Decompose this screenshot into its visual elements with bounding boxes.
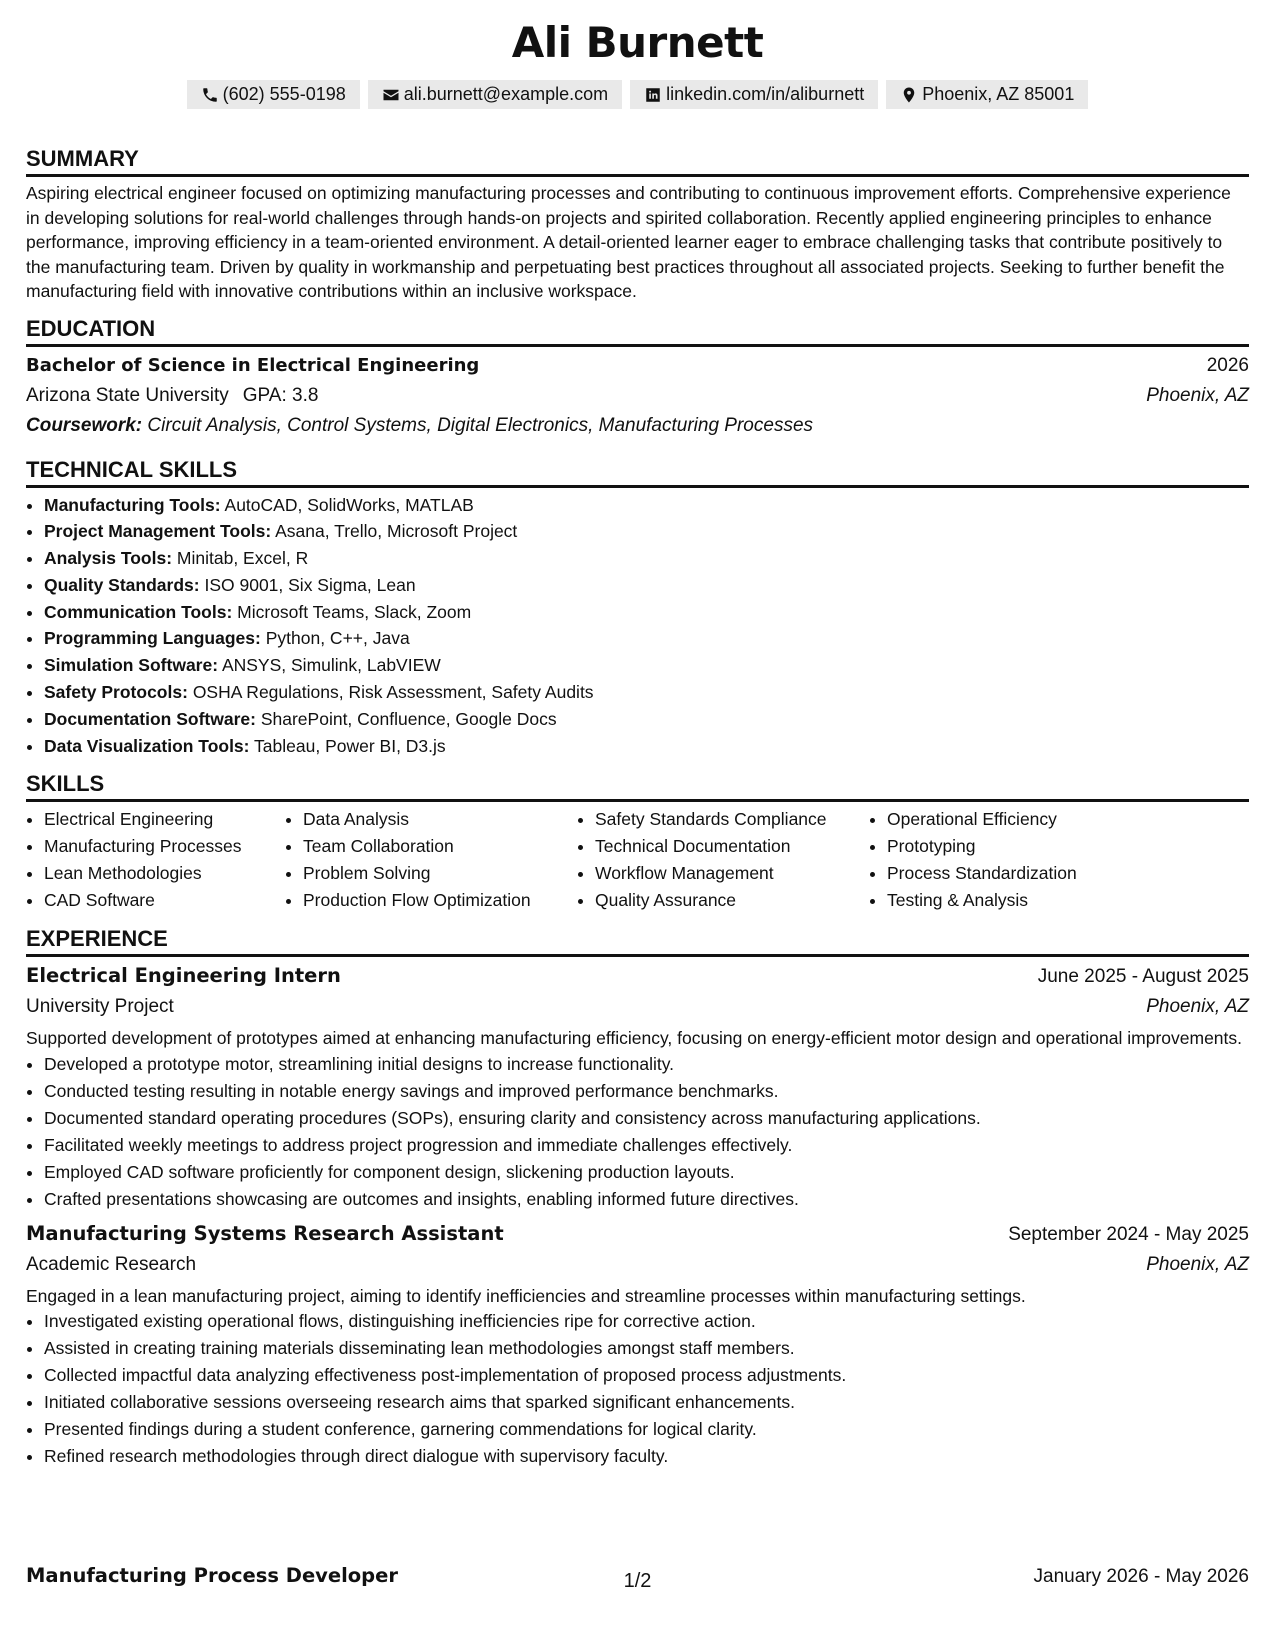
- job-title: Manufacturing Process Developer: [26, 1564, 398, 1587]
- skill-values: AutoCAD, SolidWorks, MATLAB: [224, 494, 474, 515]
- list-item: • Assisted in creating training materials disseminating lean methodologies amongst staff members.: [44, 1335, 1249, 1362]
- list-item: • Prototyping: [887, 833, 1187, 860]
- list-item: • Employed CAD software proficiently for component design, slickening production layouts.: [44, 1159, 1249, 1186]
- list-item: • Developed a prototype motor, streamlining initial designs to increase functionality.: [44, 1051, 1249, 1078]
- school-name: Arizona State University: [26, 384, 229, 406]
- job-org: Academic Research: [26, 1253, 197, 1275]
- graduation-year: 2026: [1206, 354, 1249, 376]
- degree-title: Bachelor of Science in Electrical Engineering: [26, 354, 480, 376]
- list-item: • Initiated collaborative sessions overseeing research aims that sparked significant enhancements.: [44, 1389, 1249, 1416]
- job-header: [26, 961, 1249, 992]
- contact-email[interactable]: [368, 80, 622, 109]
- list-item: [44, 518, 1249, 545]
- list-item: • Team Collaboration: [303, 833, 577, 860]
- candidate-name: Ali Burnett: [511, 18, 764, 67]
- list-item: [44, 545, 1249, 572]
- education-row: [26, 351, 1249, 381]
- skill-category: Manufacturing Tools:: [44, 494, 221, 515]
- job-header: [26, 1219, 1249, 1250]
- job-dates: September 2024 - May 2025: [1008, 1223, 1249, 1245]
- skill-values: Asana, Trello, Microsoft Project: [275, 521, 518, 542]
- education-heading: EDUCATION: [26, 316, 1249, 347]
- list-item: • Testing & Analysis: [887, 887, 1187, 914]
- skills-column: [285, 806, 577, 914]
- school-row: [26, 381, 1249, 411]
- skill-values: SharePoint, Confluence, Google Docs: [260, 708, 557, 729]
- skill-category: Data Visualization Tools:: [44, 735, 250, 756]
- skills-column: [577, 806, 869, 914]
- list-item: • Production Flow Optimization: [303, 887, 577, 914]
- list-item: [44, 625, 1249, 652]
- list-item: • CAD Software: [44, 887, 285, 914]
- list-item: • Operational Efficiency: [887, 806, 1187, 833]
- job-bullets: [26, 1051, 1249, 1213]
- list-item: • Electrical Engineering: [44, 806, 285, 833]
- list-item: • Crafted presentations showcasing are outcomes and insights, enabling informed future directives.: [44, 1186, 1249, 1213]
- list-item: • Documented standard operating procedures (SOPs), ensuring clarity and consistency across manufacturing applications.: [44, 1105, 1249, 1132]
- job-org-row: [26, 1250, 1249, 1280]
- contact-linkedin[interactable]: [630, 80, 878, 109]
- job-bullets: [26, 1308, 1249, 1470]
- skills-heading: SKILLS: [26, 771, 1249, 802]
- skill-category: Documentation Software:: [44, 708, 256, 729]
- contact-location: [886, 80, 1088, 109]
- list-item: [44, 733, 1249, 760]
- job-org: University Project: [26, 996, 174, 1018]
- school-location: Phoenix, AZ: [1146, 384, 1249, 406]
- summary-text: Aspiring electrical engineer focused on optimizing manufacturing processes and contributing to continuous improvement efforts. Comprehensive experience in developing solutions for real-world challenges through hands-on projects and spirited collaboration. Recently applied engineering principles to enhance performance, improving efficiency in a team-oriented environment. A detail-oriented learner eager to embrace challenging tasks that contribute positively to the manufacturing team. Driven by quality in workmanship and perpetuating best practices throughout all associated projects. Seeking to further benefit the manufacturing field with innovative contributions within an inclusive workspace.: [26, 183, 1231, 301]
- job-dates: January 2026 - May 2026: [1033, 1566, 1249, 1587]
- page-number: 1/2: [623, 1570, 652, 1592]
- coursework-label: Coursework:: [26, 414, 143, 436]
- list-item: • Refined research methodologies through direct dialogue with supervisory faculty.: [44, 1443, 1249, 1470]
- skill-category: Safety Protocols:: [44, 682, 188, 703]
- technical-skills-heading: TECHNICAL SKILLS: [26, 457, 1249, 488]
- skill-values: Tableau, Power BI, D3.js: [254, 735, 446, 756]
- resume-content: [26, 146, 1249, 1470]
- list-item: • Workflow Management: [595, 860, 869, 887]
- coursework-list: Circuit Analysis, Control Systems, Digital Electronics, Manufacturing Processes: [147, 414, 814, 436]
- skill-values: OSHA Regulations, Risk Assessment, Safety Audits: [192, 682, 594, 703]
- phone-icon: [201, 86, 219, 104]
- list-item: [44, 706, 1249, 733]
- contact-phone-text: (602) 555-0198: [222, 84, 346, 104]
- map-marker-icon: [900, 86, 918, 104]
- skill-values: ISO 9001, Six Sigma, Lean: [204, 574, 416, 595]
- skill-category: Project Management Tools:: [44, 521, 272, 542]
- list-item: • Presented findings during a student conference, garnering commendations for logical clarity.: [44, 1416, 1249, 1443]
- list-item: • Data Analysis: [303, 806, 577, 833]
- coursework: [26, 411, 1249, 441]
- job-dates: June 2025 - August 2025: [1037, 966, 1249, 988]
- job-location: Phoenix, AZ: [1146, 1253, 1249, 1275]
- contact-bar: [0, 80, 1275, 109]
- skill-values: ANSYS, Simulink, LabVIEW: [221, 655, 441, 676]
- list-item: • Technical Documentation: [595, 833, 869, 860]
- skill-values: Minitab, Excel, R: [176, 548, 309, 569]
- list-item: • Facilitated weekly meetings to address project progression and immediate challenges effectively.: [44, 1132, 1249, 1159]
- list-item: • Lean Methodologies: [44, 860, 285, 887]
- list-item: [44, 492, 1249, 519]
- linkedin-icon: [644, 86, 662, 104]
- list-item: [44, 572, 1249, 599]
- list-item: • Manufacturing Processes: [44, 833, 285, 860]
- summary-heading: SUMMARY: [26, 146, 1249, 177]
- skill-category: Quality Standards:: [44, 574, 200, 595]
- school-info: [26, 381, 318, 411]
- job-title: Electrical Engineering Intern: [26, 964, 341, 988]
- list-item: • Problem Solving: [303, 860, 577, 887]
- contact-location-text: Phoenix, AZ 85001: [922, 84, 1075, 104]
- contact-phone[interactable]: [187, 80, 360, 109]
- gpa: GPA: 3.8: [242, 384, 319, 406]
- skill-category: Analysis Tools:: [44, 548, 173, 569]
- job-location: Phoenix, AZ: [1146, 996, 1249, 1018]
- skills-grid: [26, 806, 1249, 914]
- list-item: [44, 652, 1249, 679]
- job-title: Manufacturing Systems Research Assistant: [26, 1221, 504, 1245]
- skill-values: Microsoft Teams, Slack, Zoom: [237, 601, 472, 622]
- skill-values: Python, C++, Java: [265, 628, 410, 649]
- list-item: • Quality Assurance: [595, 887, 869, 914]
- skills-column: [869, 806, 1187, 914]
- technical-skills-list: [26, 492, 1249, 760]
- list-item: • Conducted testing resulting in notable energy savings and improved performance benchmarks.: [44, 1078, 1249, 1105]
- list-item: [44, 679, 1249, 706]
- job-org-row: [26, 992, 1249, 1022]
- list-item: • Process Standardization: [887, 860, 1187, 887]
- skill-category: Communication Tools:: [44, 601, 233, 622]
- experience-heading: EXPERIENCE: [26, 926, 1249, 957]
- job-entry: [26, 961, 1249, 1213]
- list-item: • Safety Standards Compliance: [595, 806, 869, 833]
- contact-linkedin-text: linkedin.com/in/aliburnett: [666, 84, 865, 104]
- list-item: • Collected impactful data analyzing effectiveness post-implementation of proposed process adjustments.: [44, 1362, 1249, 1389]
- skill-category: Programming Languages:: [44, 628, 261, 649]
- skill-category: Simulation Software:: [44, 655, 219, 676]
- job-summary: Engaged in a lean manufacturing project, aiming to identify inefficiencies and streamline processes within manufacturing settings.: [26, 1285, 1026, 1306]
- job-entry: [26, 1219, 1249, 1471]
- job-summary: Supported development of prototypes aimed at enhancing manufacturing efficiency, focusing on energy-efficient motor design and operational improvements.: [26, 1028, 1243, 1049]
- contact-email-text: ali.burnett@example.com: [403, 84, 609, 104]
- skills-column: [26, 806, 285, 914]
- envelope-icon: [382, 86, 400, 104]
- list-item: • Investigated existing operational flows, distinguishing inefficiencies ripe for corrective action.: [44, 1308, 1249, 1335]
- list-item: [44, 599, 1249, 626]
